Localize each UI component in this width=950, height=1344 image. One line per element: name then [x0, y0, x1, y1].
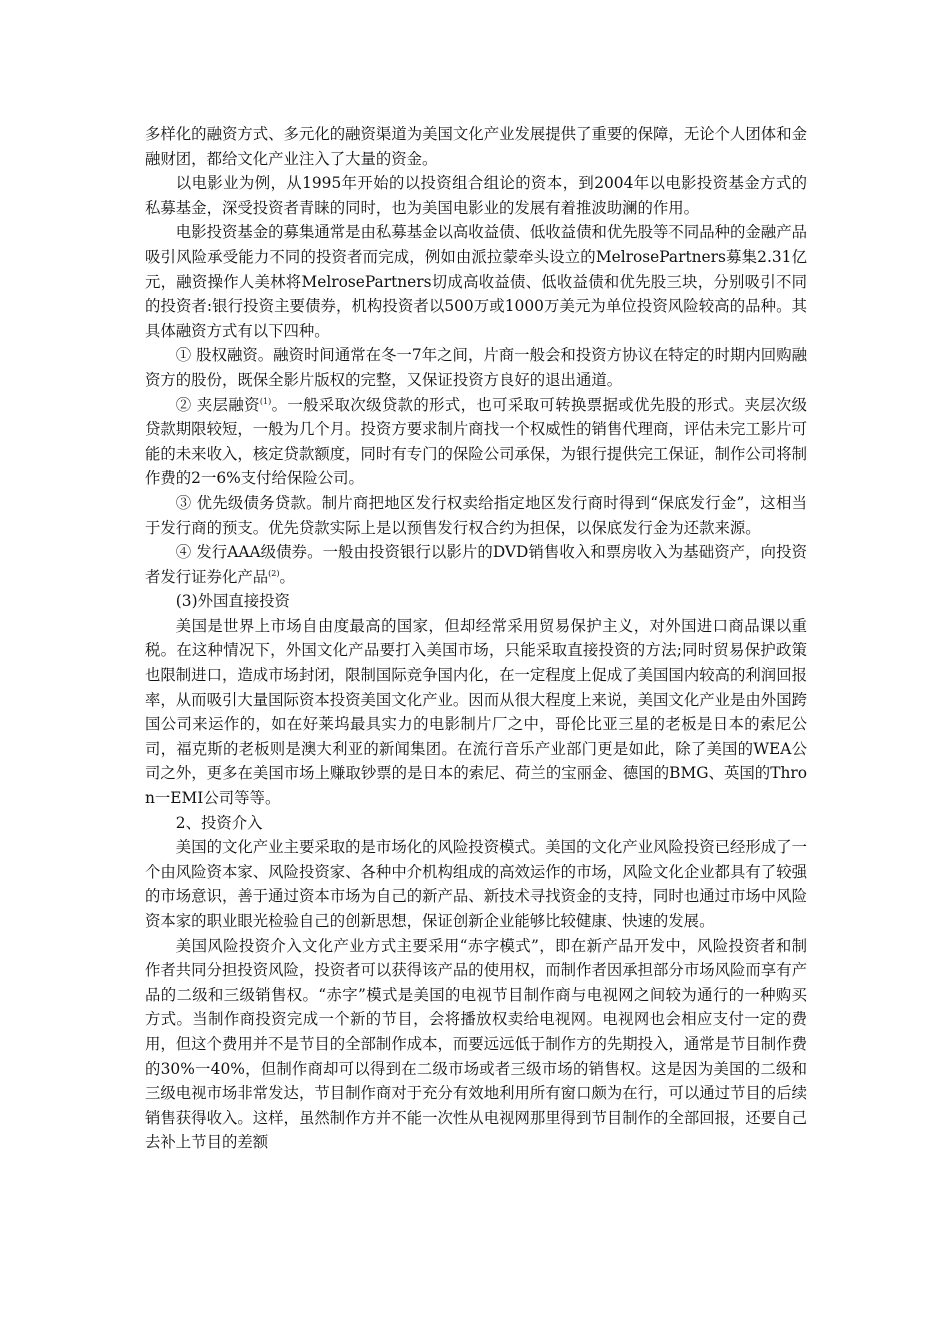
paragraph-deficit-model: 美国风险投资介入文化产业方式主要采用“赤字模式”，即在新产品开发中，风险投资者和制作者共同分担投资风险，投资者可以获得该产品的使用权，而制作者因承担部分市场风险而享有产品的二级和三级销售权。“赤字”模式是美国的电视节目制作商与电视网之间较为通行的一种购买方式。当制作商投资完成一个新的节目，会将播放权卖给电视网。电视网也会相应支付一定的费用，但这个费用并不是节目的全部制作成本，而要远远低于制作方的先期投入，通常是节目制作费的30%一40%，但制作商却可以得到在二级市场或者三级市场的销售权。这是因为美国的二级和三级电视市场非常发达，节目制作商对于充分有效地利用所有窗口颇为在行，可以通过节目的后续销售获得收入。这样，虽然制作方并不能一次性从电视网那里得到节目制作的全部回报，还要自己去补上节目的差额 — [145, 936, 807, 1152]
footnote-ref-2: (2) — [268, 568, 280, 578]
paragraph-venture-capital-model: 美国的文化产业主要采取的是市场化的风险投资模式。美国的文化产业风险投资已经形成了一个由风险资本家、风险投资家、各种中介机构组成的高效运作的市场，风险文化企业都具有了较强的市场意识，善于通过资本市场为自己的新产品、新技术寻找资金的支持，同时也通过市场中风险资本家的职业眼光检验自己的创新思想，保证创新企业能够比较健康、快速的发展。 — [145, 838, 807, 930]
aaa-bonds-text-end: 。 — [279, 567, 295, 586]
document-page — [145, 122, 807, 1155]
footnote-ref-1: (1) — [259, 396, 272, 406]
aaa-bonds-text-lead: ④ 发行AAA级债券。一般由投资银行以影片的DVD销售收入和票房收入为基础资产，向投资者发行证券化产品 — [145, 543, 807, 586]
heading-foreign-direct-investment: (3)外国直接投资 — [175, 592, 290, 611]
paragraph-equity-financing: ① 股权融资。融资时间通常在冬一7年之间，片商一般会和投资方协议在特定的时期内回购融资方的股份，既保全影片版权的完整，又保证投资方良好的退出通道。 — [145, 346, 807, 389]
mezzanine-text-body: 。一般采取次级贷款的形式，也可采取可转换票据或优先股的形式。夹层次级贷款期限较短，一般为几个月。投资方要求制片商找一个权威性的销售代理商，评估未完工影片可能的未来收入，核定贷款额度，同时有专门的保险公司承保，为银行提供完工保证，制作公司将制作费的2一6%支付给保险公司。 — [145, 395, 807, 488]
paragraph-film-fund-raising: 电影投资基金的募集通常是由私募基金以高收益债、低收益债和优先股等不同品种的金融产品吸引风险承受能力不同的投资者而完成，例如由派拉蒙牵头设立的MelrosePartners募集2.31亿元，融资操作人美林将MelrosePartners切成高收益债、低收益债和优先股三块，分别吸引不同的投资者:银行投资主要债券，机构投资者以500万或1000万美元为单位投资风险较高的品种。其具体融资方式有以下四种。 — [145, 223, 807, 340]
mezzanine-text-lead: ② 夹层融资 — [175, 395, 260, 414]
paragraph-film-industry-example: 以电影业为例，从1995年开始的以投资组合组论的资本，到2004年以电影投资基金方式的私募基金，深受投资者青睐的同时，也为美国电影业的发展有着推波助澜的作用。 — [145, 174, 807, 217]
paragraph-mezzanine-financing — [145, 393, 807, 491]
heading-investment-intervention: 2、投资介入 — [175, 813, 263, 832]
paragraph-financing-diversity: 多样化的融资方式、多元化的融资渠道为美国文化产业发展提供了重要的保障，无论个人团体和金融财团，都给文化产业注入了大量的资金。 — [145, 125, 807, 168]
paragraph-aaa-bonds — [145, 540, 807, 589]
paragraph-foreign-investment: 美国是世界上市场自由度最高的国家，但却经常采用贸易保护主义，对外国进口商品课以重税。在这种情况下，外国文化产品要打入美国市场，只能采取直接投资的方法;同时贸易保护政策也限制进口，造成市场封闭，限制国际竞争国内化，在一定程度上促成了美国国内较高的利润回报率，从而吸引大量国际资本投资美国文化产业。因而从很大程度上来说，美国文化产业是由外国跨国公司来运作的，如在好莱坞最具实力的电影制片厂之中，哥伦比亚三星的老板是日本的索尼公司，福克斯的老板则是澳大利亚的新闻集团。在流行音乐产业部门更是如此，除了美国的WEA公司之外，更多在美国市场上赚取钞票的是日本的索尼、荷兰的宝丽金、德国的BMG、英国的Thron一EMI公司等等。 — [145, 616, 807, 808]
paragraph-senior-debt-loan: ③ 优先级债务贷款。制片商把地区发行权卖给指定地区发行商时得到“保底发行金”，这相当于发行商的预支。优先贷款实际上是以预售发行权合约为担保，以保底发行金为还款来源。 — [145, 493, 807, 537]
